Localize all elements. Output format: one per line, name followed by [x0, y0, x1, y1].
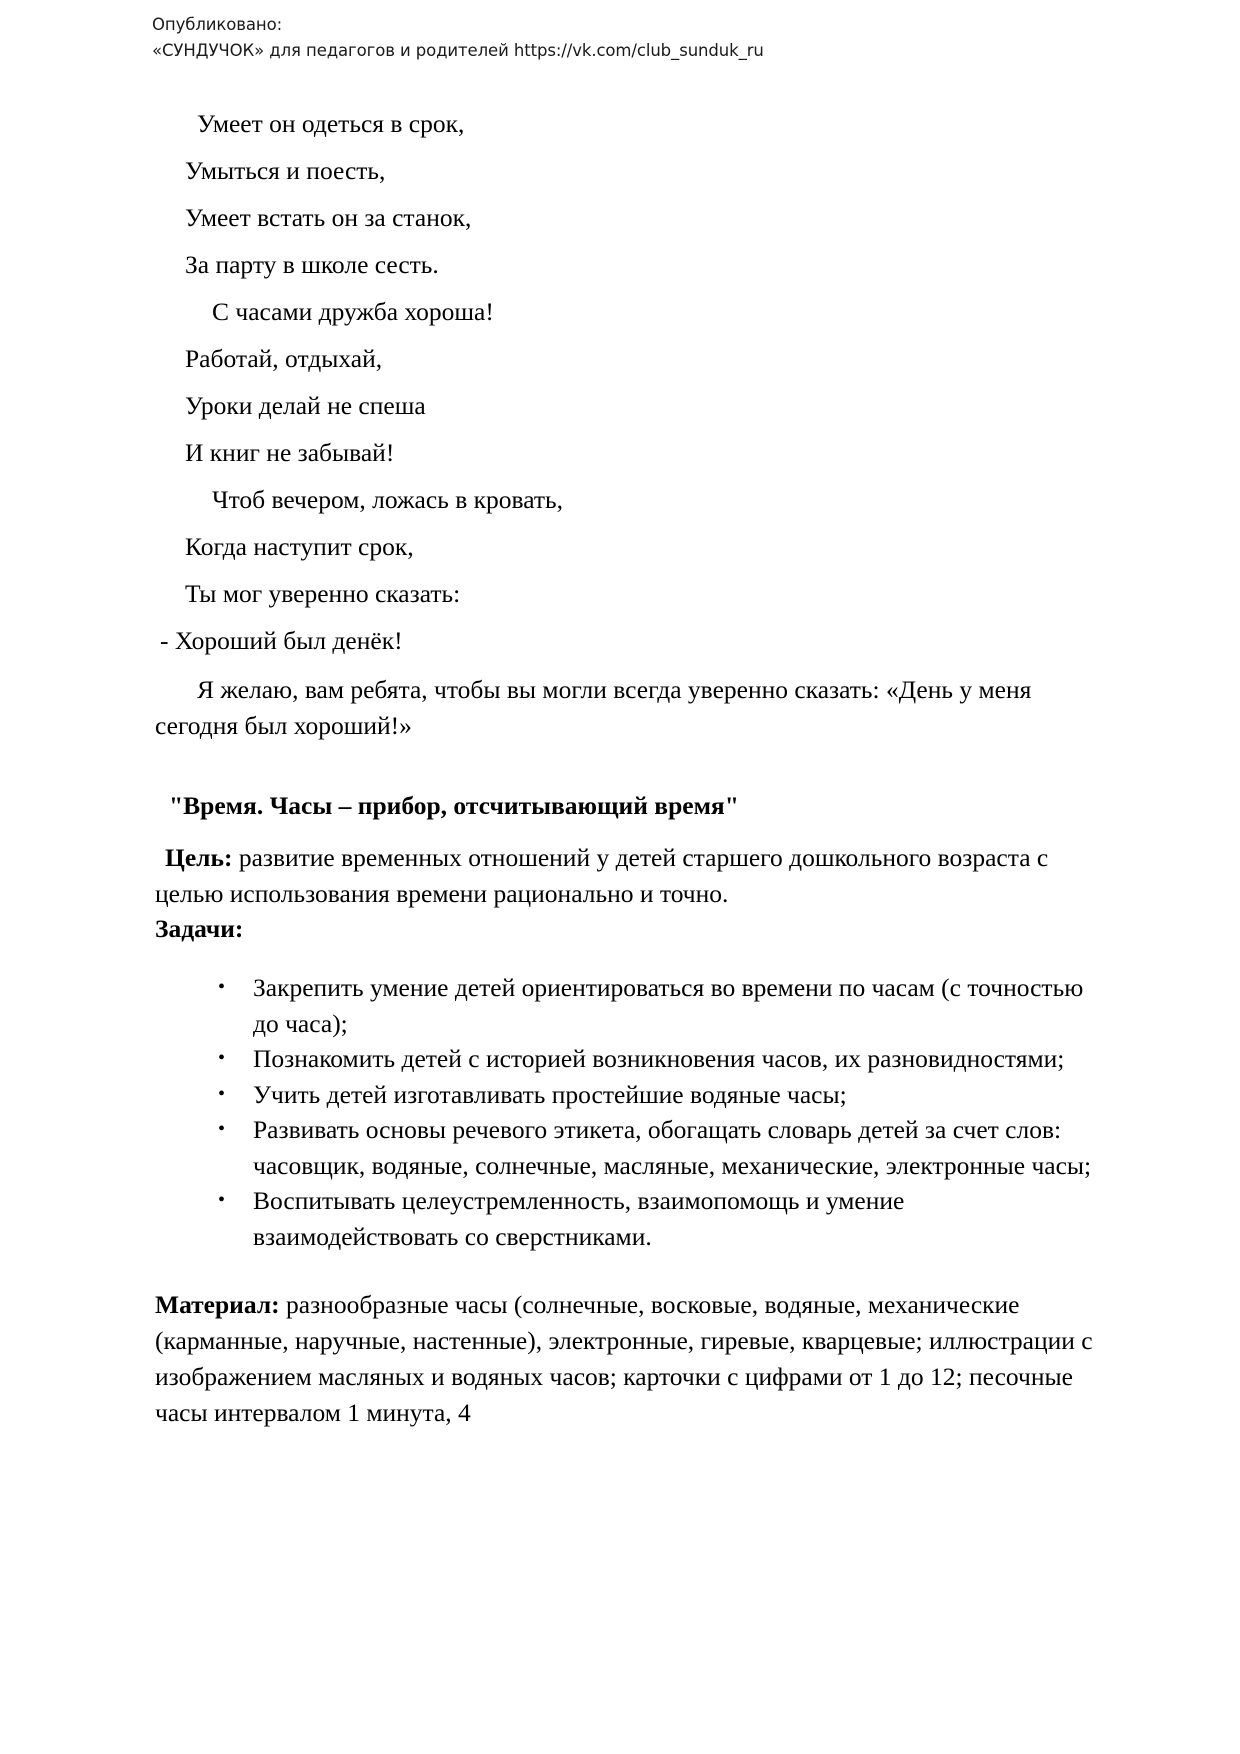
goal-label: Цель: — [165, 843, 233, 872]
list-item — [155, 970, 1115, 1041]
poem-block — [155, 100, 1105, 664]
publication-header — [152, 12, 1102, 64]
list-item — [155, 1112, 1115, 1183]
bullet-icon: • — [218, 1189, 226, 1211]
list-item-text: Воспитывать целеустремленность, взаимопомощь и умение взаимодействовать со сверстниками. — [253, 1186, 905, 1251]
material-paragraph — [155, 1287, 1115, 1431]
material-label: Материал: — [155, 1290, 280, 1319]
bullet-icon: • — [218, 1118, 226, 1140]
poem-line: Чтоб вечером, ложась в кровать, — [212, 485, 564, 514]
list-item-text: Развивать основы речевого этикета, обогащать словарь детей за счет слов: часовщик, водяные, солнечные, масляные, механические, электронные часы; — [253, 1115, 1092, 1180]
poem-line: И книг не забывай! — [185, 438, 395, 467]
list-item-text: Познакомить детей с историей возникновения часов, их разновидностями; — [253, 1044, 1065, 1073]
publication-source: «СУНДУЧОК» для педагогов и родителей https://vk.com/club_sunduk_ru — [152, 41, 764, 60]
tasks-list — [155, 970, 1115, 1254]
poem-line: Работай, отдыхай, — [185, 344, 383, 373]
list-item — [155, 1077, 1115, 1113]
bullet-icon: • — [218, 1082, 226, 1105]
poem-line: Когда наступит срок, — [185, 532, 414, 561]
bullet-icon: • — [218, 976, 226, 998]
poem-line: Умыться и поесть, — [185, 156, 386, 185]
poem-line: Уроки делай не спеша — [185, 391, 426, 420]
goal-paragraph — [155, 840, 1110, 912]
list-item-text: Учить детей изготавливать простейшие водяные часы; — [253, 1079, 847, 1109]
list-item — [155, 1183, 1115, 1254]
poem-line: Умеет встать он за станок, — [185, 203, 472, 232]
poem-line: - Хороший был денёк! — [160, 626, 403, 655]
list-item-text: Закрепить умение детей ориентироваться во времени по часам (с точностью до часа); — [253, 973, 1084, 1038]
poem-line: Умеет он одеться в срок, — [197, 109, 465, 138]
published-label: Опубликовано: — [152, 15, 283, 34]
poem-line: Ты мог уверенно сказать: — [185, 579, 461, 608]
material-text: разнообразные часы (солнечные, восковые, водяные, механические (карманные, наручные, настенные), электронные, гиревые, кварцевые; иллюстрации с изображением масляных и водяных часов; карточки с цифрами от 1 до 12; песочные часы интервалом 1 минута, 4 — [155, 1290, 1093, 1427]
section-title: "Время. Часы – прибор, отсчитывающий время" — [169, 791, 739, 820]
list-item — [155, 1041, 1115, 1077]
wish-paragraph: Я желаю, вам ребята, чтобы вы могли всегда уверенно сказать: «День у меня сегодня был хороший!» — [155, 675, 1032, 740]
tasks-heading: Задачи: — [155, 914, 244, 943]
poem-line: За парту в школе сесть. — [185, 250, 439, 279]
bullet-icon: • — [218, 1047, 226, 1069]
goal-text: развитие временных отношений у детей старшего дошкольного возраста с целью использования времени рационально и точно. — [155, 843, 1049, 908]
poem-line: С часами дружба хороша! — [212, 297, 494, 326]
